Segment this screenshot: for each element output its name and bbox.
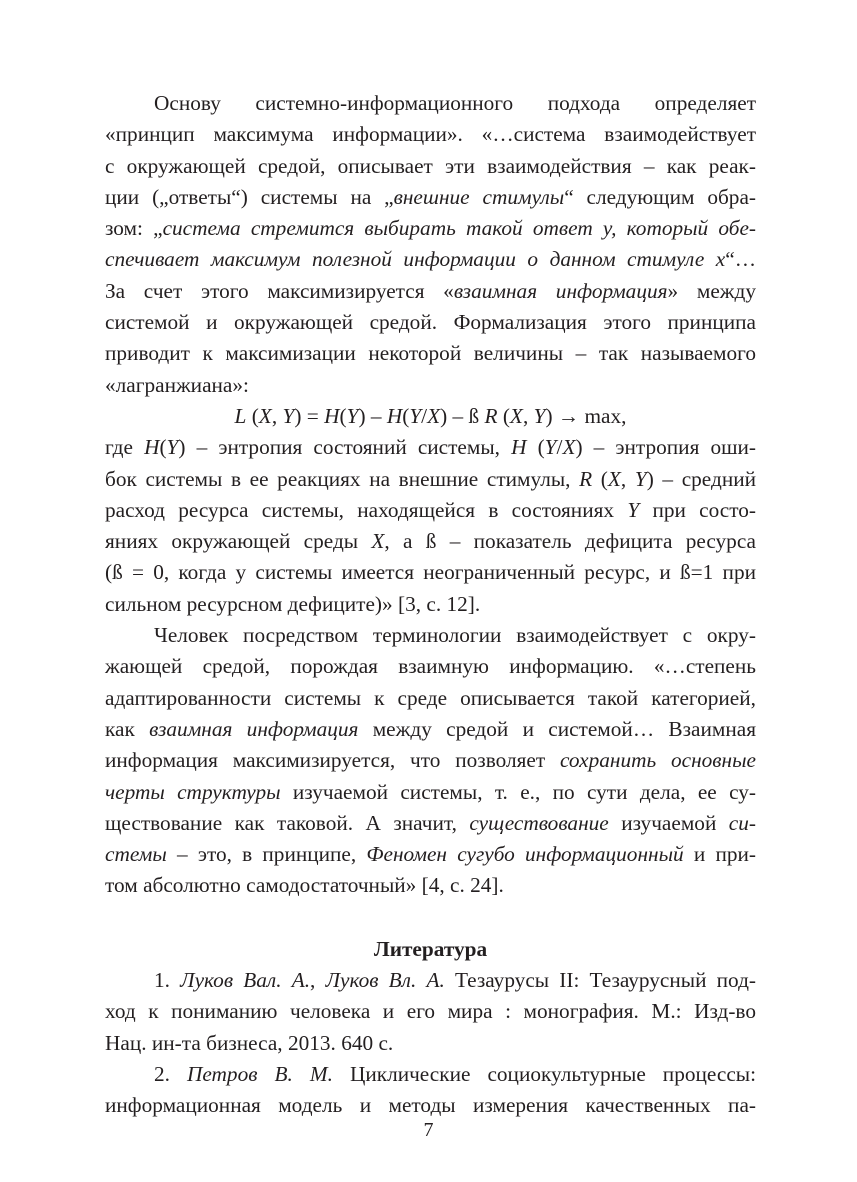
- italic-text: Y: [544, 435, 557, 460]
- text-run: ) –: [358, 403, 387, 428]
- italic-text: Y: [634, 466, 647, 491]
- paragraph-line: [105, 651, 756, 682]
- italic-text: Феномен сугубо информационный: [366, 842, 684, 867]
- text-run: ) =: [294, 403, 325, 428]
- paragraph-line: [105, 432, 756, 463]
- paragraph-line: [105, 88, 756, 119]
- italic-text: Y: [533, 403, 546, 428]
- italic-text: X: [258, 403, 272, 428]
- text-run: ,: [271, 403, 283, 428]
- italic-text: H: [386, 403, 403, 428]
- italic-text: внешние стимулы: [393, 184, 565, 209]
- text-run: (: [339, 403, 347, 428]
- body-text: [105, 88, 756, 902]
- text-run: ,: [522, 403, 534, 428]
- text-run: ) – ß: [440, 403, 485, 428]
- text-run: Тезаурусы II: Тезаурусный под-: [444, 968, 757, 993]
- paragraph-line: [105, 307, 756, 338]
- paragraph-line: [105, 182, 756, 213]
- text-run: Человек посредством терминологии взаимодействует с окру-: [154, 623, 756, 648]
- paragraph-line: [105, 777, 756, 808]
- text-run: информация максимизируется, что позволяет: [105, 748, 560, 773]
- italic-text: Луков Вал. А.: [180, 968, 311, 993]
- reference-line: [105, 996, 756, 1027]
- text-run: ,: [310, 968, 326, 993]
- text-run: зом: „: [105, 216, 163, 241]
- paragraph-line: [105, 808, 756, 839]
- italic-text: черты структуры: [105, 779, 281, 804]
- paragraph-line: [105, 244, 756, 275]
- text-run: системой и окружающей средой. Формализация этого принципа: [105, 310, 756, 335]
- text-run: ществование как таковой. А значит,: [105, 810, 470, 835]
- text-run: с окружающей средой, описывает эти взаимодействия – как реак-: [105, 153, 756, 178]
- italic-text: L: [234, 403, 247, 428]
- text-run: приводит к максимизации некоторой величины – так называемого: [105, 341, 756, 366]
- text-run: между средой и системой… Взаимная: [358, 716, 757, 741]
- italic-text: X: [427, 403, 441, 428]
- text-run: яниях окружающей среды: [105, 529, 372, 554]
- text-run: ) – энтропия состояний системы,: [178, 435, 512, 460]
- paragraph-line: [105, 151, 756, 182]
- paragraph-line: [105, 839, 756, 870]
- italic-text: существование: [469, 810, 609, 835]
- italic-text: H: [511, 435, 527, 460]
- formula-line: [105, 401, 756, 432]
- text-run: изучаемой: [608, 810, 729, 835]
- italic-text: X: [371, 529, 385, 554]
- text-run: /: [421, 403, 428, 428]
- text-run: Нац. ин-та бизнеса, 2013. 640 с.: [105, 1030, 394, 1055]
- text-run: ) → max,: [545, 403, 627, 428]
- paragraph-line: [105, 870, 756, 901]
- italic-text: си-: [728, 810, 756, 835]
- text-run: (: [159, 435, 167, 460]
- italic-text: Y: [282, 403, 295, 428]
- reference-item: [105, 1059, 756, 1122]
- italic-text: Y: [627, 497, 640, 522]
- italic-text: H: [144, 435, 160, 460]
- text-run: (: [497, 403, 510, 428]
- references-list: [105, 965, 756, 1121]
- references-heading: Литература: [373, 936, 488, 961]
- text-run: информационная модель и методы измерения качественных па-: [105, 1093, 756, 1118]
- text-run: 1.: [154, 968, 181, 993]
- text-run: адаптированности системы к среде описывается такой категорией,: [105, 685, 756, 710]
- text-run: «принцип максимума информации». «…система взаимодействует: [105, 122, 756, 147]
- paragraph-line: [105, 714, 756, 745]
- paragraph-line: [105, 338, 756, 369]
- text-run: – это, в принципе,: [166, 842, 367, 867]
- italic-text: Y: [409, 403, 422, 428]
- text-run: (ß = 0, когда у системы имеется неограниченный ресурс, и ß=1 при: [105, 560, 756, 585]
- document-page: [105, 88, 756, 1122]
- text-run: изучаемой системы, т. е., по сути дела, ее су-: [280, 779, 756, 804]
- text-run: (: [246, 403, 259, 428]
- paragraph-line: [105, 589, 756, 620]
- italic-text: X: [562, 435, 576, 460]
- text-run: «лагранжиана»:: [105, 372, 249, 397]
- text-run: , а ß – показатель дефицита ресурса: [384, 529, 756, 554]
- reference-item: [105, 965, 756, 1059]
- italic-text: спечивает максимум полезной информации о данном стимуле x: [105, 247, 726, 272]
- italic-text: R: [484, 403, 498, 428]
- paragraph-line: [105, 526, 756, 557]
- text-run: » между: [667, 278, 756, 303]
- text-run: расход ресурса системы, находящейся в состояниях: [105, 497, 628, 522]
- text-run: “ следующим обра-: [564, 184, 756, 209]
- paragraph: [105, 88, 756, 401]
- text-run: бок системы в ее реакциях на внешние стимулы,: [105, 466, 580, 491]
- text-run: ) – энтропия оши-: [575, 435, 756, 460]
- text-run: (: [592, 466, 608, 491]
- text-run: ход к пониманию человека и его мира : монография. М.: Изд-во: [105, 999, 756, 1024]
- text-run: (: [402, 403, 410, 428]
- italic-text: X: [509, 403, 523, 428]
- paragraph-line: [105, 745, 756, 776]
- paragraph-line: [105, 495, 756, 526]
- text-run: ции („ответы“) системы на „: [105, 184, 394, 209]
- paragraph-line: [105, 213, 756, 244]
- paragraph-line: [105, 276, 756, 307]
- formula: [105, 401, 756, 432]
- paragraph-line: [105, 557, 756, 588]
- text-run: где: [105, 435, 145, 460]
- text-run: жающей средой, порождая взаимную информацию. «…степень: [105, 654, 756, 679]
- italic-text: Y: [346, 403, 359, 428]
- reference-line: [105, 1028, 756, 1059]
- page-number: 7: [423, 1119, 434, 1141]
- paragraph-line: [105, 620, 756, 651]
- text-run: при состо-: [639, 497, 756, 522]
- text-run: как: [105, 716, 150, 741]
- italic-text: система стремится выбирать такой ответ y, который обе-: [162, 216, 756, 241]
- italic-text: взаимная информация: [453, 278, 668, 303]
- paragraph: [105, 432, 756, 620]
- text-run: сильном ресурсном дефиците)» [3, с. 12].: [105, 591, 481, 616]
- text-run: “…: [725, 247, 756, 272]
- text-run: (: [526, 435, 545, 460]
- reference-line: [105, 965, 756, 996]
- text-run: ,: [620, 466, 635, 491]
- text-run: 2.: [154, 1061, 187, 1086]
- paragraph-line: [105, 464, 756, 495]
- italic-text: Луков Вл. А.: [325, 968, 445, 993]
- italic-text: H: [324, 403, 340, 428]
- text-run: том абсолютно самодостаточный» [4, с. 24].: [105, 873, 504, 898]
- italic-text: Y: [166, 435, 179, 460]
- paragraph-line: [105, 370, 756, 401]
- paragraph-line: [105, 119, 756, 150]
- text-run: Основу системно-информационного подхода определяет: [154, 91, 756, 115]
- reference-line: [105, 1059, 756, 1090]
- text-run: /: [556, 435, 563, 460]
- italic-text: X: [607, 466, 621, 491]
- italic-text: взаимная информация: [149, 716, 359, 741]
- text-run: Циклические социокультурные процессы:: [332, 1061, 756, 1086]
- paragraph-line: [105, 683, 756, 714]
- italic-text: Петров В. М.: [187, 1061, 333, 1086]
- text-run: За счет этого максимизируется «: [105, 278, 454, 303]
- text-run: и при-: [683, 842, 756, 867]
- paragraph: [105, 620, 756, 902]
- italic-text: R: [579, 466, 593, 491]
- italic-text: сохранить основные: [559, 748, 756, 773]
- italic-text: стемы: [105, 842, 167, 867]
- text-run: ) – средний: [646, 466, 757, 491]
